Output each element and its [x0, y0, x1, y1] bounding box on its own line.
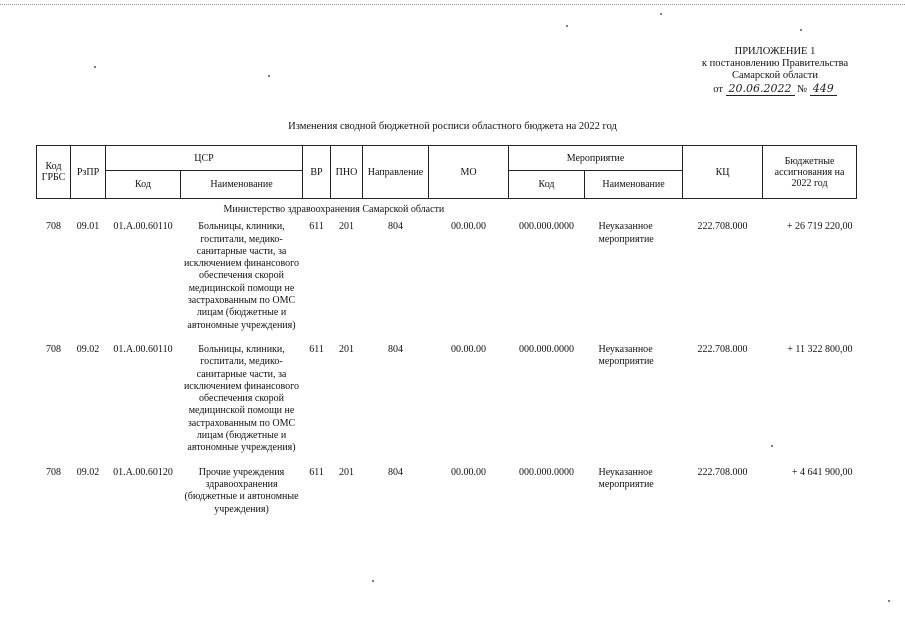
cell-grbs: 708 [46, 343, 61, 355]
scan-speck [771, 445, 773, 447]
cell-vr: 611 [309, 343, 324, 355]
ministry-row [37, 199, 857, 221]
approval-block [660, 46, 890, 96]
budget-changes-table [36, 145, 857, 516]
col-kod-grbs: Код ГРБС [37, 146, 71, 199]
col-meropriyatie: Мероприятие [509, 146, 683, 171]
row-spacer [37, 455, 857, 466]
col-vr: ВР [303, 146, 331, 199]
cell-csr-kod: 01.А.00.60110 [113, 221, 173, 233]
col-kc: КЦ [683, 146, 763, 199]
cell-mer-kod: 000.000.0000 [519, 221, 575, 233]
cell-pno: 201 [339, 466, 355, 478]
cell-vr: 611 [309, 221, 324, 233]
col-rzpr: РзПР [71, 146, 106, 199]
cell-mo: 00.00.00 [451, 343, 487, 355]
cell-kc: 222.708.000 [697, 221, 748, 233]
region-line: Самарской области [732, 70, 818, 81]
cell-mo: 00.00.00 [451, 466, 487, 478]
col-mo: МО [429, 146, 509, 199]
cell-kc: 222.708.000 [697, 343, 748, 355]
cell-vr: 611 [309, 466, 324, 478]
col-budget: Бюджетные ассигнования на 2022 год [763, 146, 857, 199]
handwritten-date: 20.06.2022 [726, 82, 795, 96]
cell-amount: + 11 322 800,00 [787, 343, 853, 355]
cell-grbs: 708 [46, 466, 61, 478]
resolution-line: к постановлению Правительства [701, 58, 849, 69]
col-mer-kod: Код [509, 171, 585, 199]
cell-kc: 222.708.000 [697, 466, 748, 478]
cell-csr-name: Прочие учреждения здравоохранения (бюджетные и автономные учреждения) [184, 466, 299, 515]
cell-mer-name: Неуказанное мероприятие [598, 221, 654, 245]
cell-grbs: 708 [46, 221, 61, 233]
number-prefix: № [797, 84, 808, 95]
date-prefix: от [713, 84, 723, 95]
cell-rzpr: 09.01 [76, 221, 100, 233]
cell-pno: 201 [339, 221, 355, 233]
cell-csr-name: Больницы, клиники, госпитали, медико-санитарные части, за исключением финансового обеспечения скорой медицинской помощи не застрахованным по ОМС лицам (бюджетные и автономные учреждения) [183, 343, 300, 454]
cell-napr: 804 [388, 221, 404, 233]
cell-napr: 804 [388, 466, 404, 478]
col-csr-name: Наименование [181, 171, 303, 199]
document-title: Изменения сводной бюджетной росписи областного бюджета на 2022 год [288, 121, 617, 132]
col-csr-kod: Код [106, 171, 181, 199]
scan-speck [94, 66, 96, 68]
scan-speck [800, 29, 802, 31]
cell-amount: + 4 641 900,00 [791, 466, 853, 478]
cell-mer-kod: 000.000.0000 [519, 343, 575, 355]
table-row [37, 220, 857, 332]
scan-top-edge [0, 4, 905, 5]
cell-csr-kod: 01.А.00.60110 [113, 343, 173, 355]
col-pno: ПНО [331, 146, 363, 199]
table-header [37, 146, 857, 199]
cell-mer-name: Неуказанное мероприятие [598, 466, 654, 490]
ministry-name: Министерство здравоохранения Самарской области [223, 204, 445, 215]
cell-rzpr: 09.02 [76, 466, 100, 478]
scan-speck [660, 13, 662, 15]
col-napravlenie: Направление [363, 146, 429, 199]
table-row [37, 343, 857, 455]
cell-pno: 201 [339, 343, 355, 355]
date-number-line [660, 83, 890, 96]
cell-csr-name: Больницы, клиники, госпитали, медико-санитарные части, за исключением финансового обеспечения скорой медицинской помощи не застрахованным по ОМС лицам (бюджетные и автономные учреждения) [183, 221, 300, 331]
scan-speck [268, 75, 270, 77]
scan-speck [372, 580, 374, 582]
cell-rzpr: 09.02 [76, 343, 100, 355]
appendix-label: ПРИЛОЖЕНИЕ 1 [734, 46, 816, 57]
col-csr: ЦСР [106, 146, 303, 171]
cell-napr: 804 [388, 343, 404, 355]
cell-mo: 00.00.00 [451, 221, 487, 233]
cell-mer-kod: 000.000.0000 [519, 466, 575, 478]
handwritten-number: 449 [810, 82, 837, 96]
scan-speck [566, 25, 568, 27]
cell-mer-name: Неуказанное мероприятие [598, 343, 654, 368]
col-mer-name: Наименование [585, 171, 683, 199]
scan-speck [888, 600, 890, 602]
table-row [37, 466, 857, 516]
cell-csr-kod: 01.А.00.60120 [113, 466, 173, 478]
cell-amount: + 26 719 220,00 [786, 221, 853, 233]
row-spacer [37, 332, 857, 343]
